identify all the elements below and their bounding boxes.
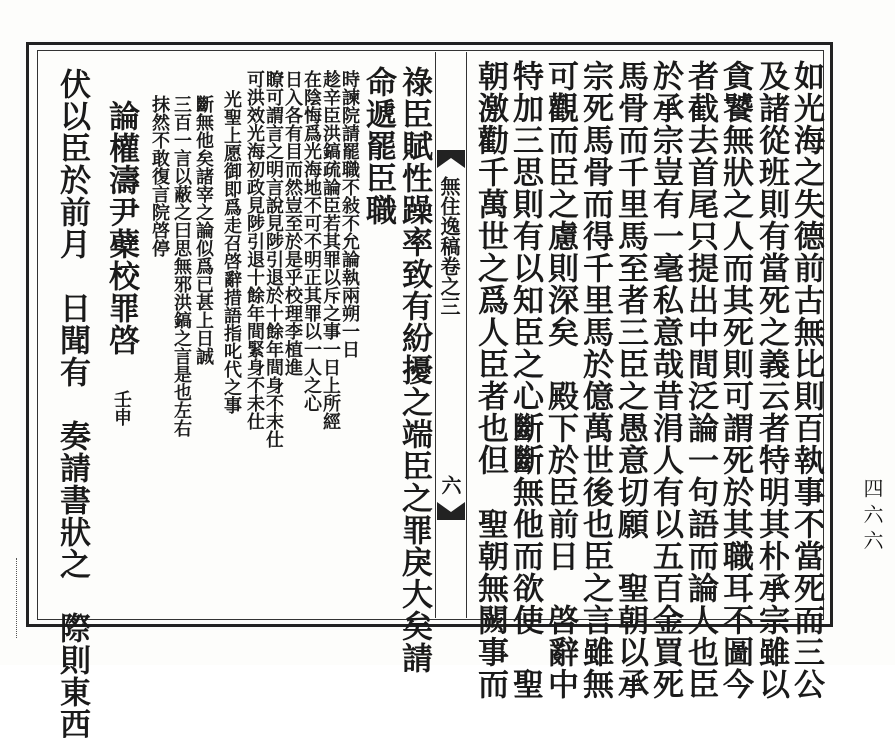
left-line-2: 命遞罷臣職 — [360, 66, 396, 226]
fishtail-bottom-icon — [437, 502, 465, 520]
note-a-1: 時諫院請罷職不敍不允論執兩朔一日 — [339, 70, 360, 358]
fishtail-top-icon — [437, 150, 465, 168]
right-line-8: 可觀而臣之慮則深矣 殿下於臣前日 啓辭中 — [542, 60, 578, 700]
right-line-5: 於承宗豈有一毫私意哉昔涓人有以五百金買死 — [647, 60, 683, 700]
note-a-5: 瞭可謂言之明言說見陟引退於十餘年間身不末仕 — [263, 70, 284, 448]
left-line-4: 伏以臣於前月 日聞有 奏請書狀之 際則東西 — [54, 68, 90, 740]
page-number: 四六六 — [860, 478, 884, 556]
folio-number: 六 — [438, 475, 462, 495]
note-b-3: 抹然不敢復言院啓停 — [149, 95, 170, 257]
note-a-7: 光聖上愿御即爲走召啓辭措語指叱代之事 — [221, 90, 242, 414]
right-line-3: 貪饕無狀之人而其死則可謂死於其職耳不圖今 — [717, 60, 753, 700]
note-a-4: 日入各有目而然豈至於是乎校理李植進 — [282, 70, 303, 376]
right-line-6: 馬骨而千里馬至者三臣之愚意切願 聖朝以承 — [612, 60, 648, 700]
right-line-7: 宗死馬骨而得千里馬於億萬世後也臣之言雖無 — [577, 60, 613, 700]
right-line-10: 朝激勸千萬世之爲人臣者也但 聖朝無闕事而 — [472, 60, 508, 700]
book-title: 無住逸稿卷之三 — [437, 176, 461, 316]
right-line-9: 特加三思則有以知臣之心斷斷無他而欲使 聖 — [507, 60, 543, 700]
right-line-4: 者截去首尾只提出中間泛論一句語而論人也臣 — [682, 60, 718, 700]
note-a-6: 可洪效光海初政見陟引退十餘年間緊身不未仕 — [244, 70, 265, 430]
margin-dots — [16, 558, 25, 638]
note-b-2: 三百一言以蔽之曰思無邪洪鎬之言是也左右 — [171, 95, 192, 437]
memorial-title: 論權濤尹蘗校罪啓 — [103, 100, 139, 356]
right-line-1: 如光海之失德前古無比則百執事不當死而三公 — [788, 60, 824, 700]
note-b-1: 斷無他矣諸宰之論似爲已甚上日誠 — [193, 95, 214, 365]
center-band — [435, 52, 467, 618]
note-a-2: 趁辛臣洪鎬疏論臣若其罪以斥之事一日上所經 — [320, 70, 341, 430]
memorial-year: 壬申 — [111, 390, 132, 426]
note-a-3: 在陰悔爲光海地不可不明正其罪以一人之心 — [301, 70, 322, 412]
left-line-1: 祿臣賦性躁率致有紛擾之端臣之罪戾大矣請 — [396, 66, 432, 674]
right-line-2: 及諸從班則有當死之義云者特明其朴承宗雖以 — [753, 60, 789, 700]
